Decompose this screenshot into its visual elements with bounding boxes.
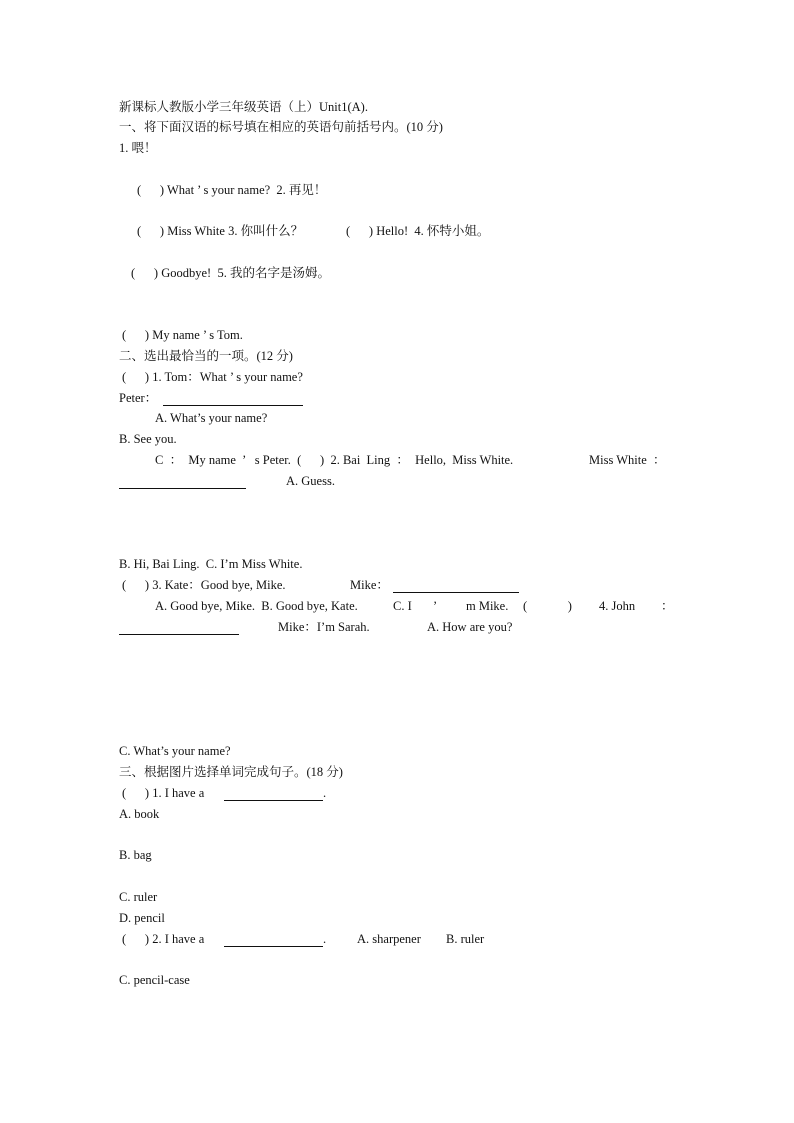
section-1-line-3b: ( ) Hello! 4. 怀特小姐。	[346, 224, 490, 238]
section-1-heading: 一、将下面汉语的标号填在相应的英语句前括号内。(10 分)	[119, 120, 443, 134]
answer-blank	[224, 800, 323, 801]
section-3-q1-option-a: A. book	[119, 807, 160, 821]
section-3-q2-option-a: A. sharpener	[357, 932, 421, 946]
section-2-q1-option-a: A. What’s your name?	[155, 411, 268, 425]
section-3-q1-option-b: B. bag	[119, 848, 152, 862]
section-2-q4-paren: ( )	[523, 599, 572, 613]
answer-blank	[224, 946, 323, 947]
section-2-q3-option-c-part1: C. I	[393, 599, 412, 613]
section-2-q2-option-a: A. Guess.	[286, 474, 335, 488]
section-2-q3-option-c-part3: m Mike.	[466, 599, 509, 613]
section-3-q2-option-b: B. ruler	[446, 932, 485, 946]
section-3-q2-option-c: C. pencil-case	[119, 973, 190, 987]
section-3-q1-option-d: D. pencil	[119, 911, 165, 925]
section-3-heading: 三、根据图片选择单词完成句子。(18 分)	[119, 765, 343, 779]
section-2-heading: 二、选出最恰当的一项。(12 分)	[119, 349, 293, 363]
section-3-q1: ( ) 1. I have a	[122, 786, 205, 800]
section-2-q1-peter: Peter：	[119, 391, 158, 405]
section-2-q1-option-b: B. See you.	[119, 432, 177, 446]
section-1-line-5: ( ) My name ’ s Tom.	[122, 328, 243, 342]
section-2-q1c-q2: C ： My name ’ s Peter. ( ) 2. Bai Ling ： Hello, Miss White.	[155, 453, 514, 467]
section-3-q2-period: .	[323, 932, 327, 946]
section-2-q3-option-c-part2: ’	[433, 599, 438, 613]
section-2-q4-option-a: A. How are you?	[427, 620, 513, 634]
answer-blank	[163, 405, 303, 406]
section-1-line-4: ( ) Goodbye! 5. 我的名字是汤姆。	[131, 266, 330, 280]
section-1-line-3a: ( ) Miss White 3. 你叫什么？	[137, 224, 304, 238]
section-3-q1-option-c: C. ruler	[119, 890, 158, 904]
section-2-q3: ( ) 3. Kate：Good bye, Mike.	[122, 578, 286, 592]
section-2-q4-number: 4. John	[599, 599, 636, 613]
document-title: 新课标人教版小学三年级英语（上）Unit1(A).	[119, 100, 368, 114]
answer-blank	[393, 592, 519, 593]
section-2-q3-mike: Mike：	[350, 578, 389, 592]
section-3-q1-period: .	[323, 786, 327, 800]
section-2-q4-mike: Mike：I’m Sarah.	[278, 620, 370, 634]
section-2-q4-option-c: C. What’s your name?	[119, 744, 231, 758]
section-2-q4-colon: ：	[661, 599, 674, 613]
section-2-q2-speaker: Miss White ：	[589, 453, 666, 467]
section-2-q2-options-bc: B. Hi, Bai Ling. C. I’m Miss White.	[119, 557, 303, 571]
section-2-q3-options-ab: A. Good bye, Mike. B. Good bye, Kate.	[155, 599, 358, 613]
answer-blank	[119, 488, 246, 489]
answer-blank	[119, 634, 239, 635]
section-3-q2: ( ) 2. I have a	[122, 932, 205, 946]
section-2-q1: ( ) 1. Tom：What ’ s your name?	[122, 370, 303, 384]
section-1-line-2: ( ) What ’ s your name? 2. 再见！	[137, 183, 327, 197]
section-1-line-1: 1. 喂！	[119, 141, 157, 155]
